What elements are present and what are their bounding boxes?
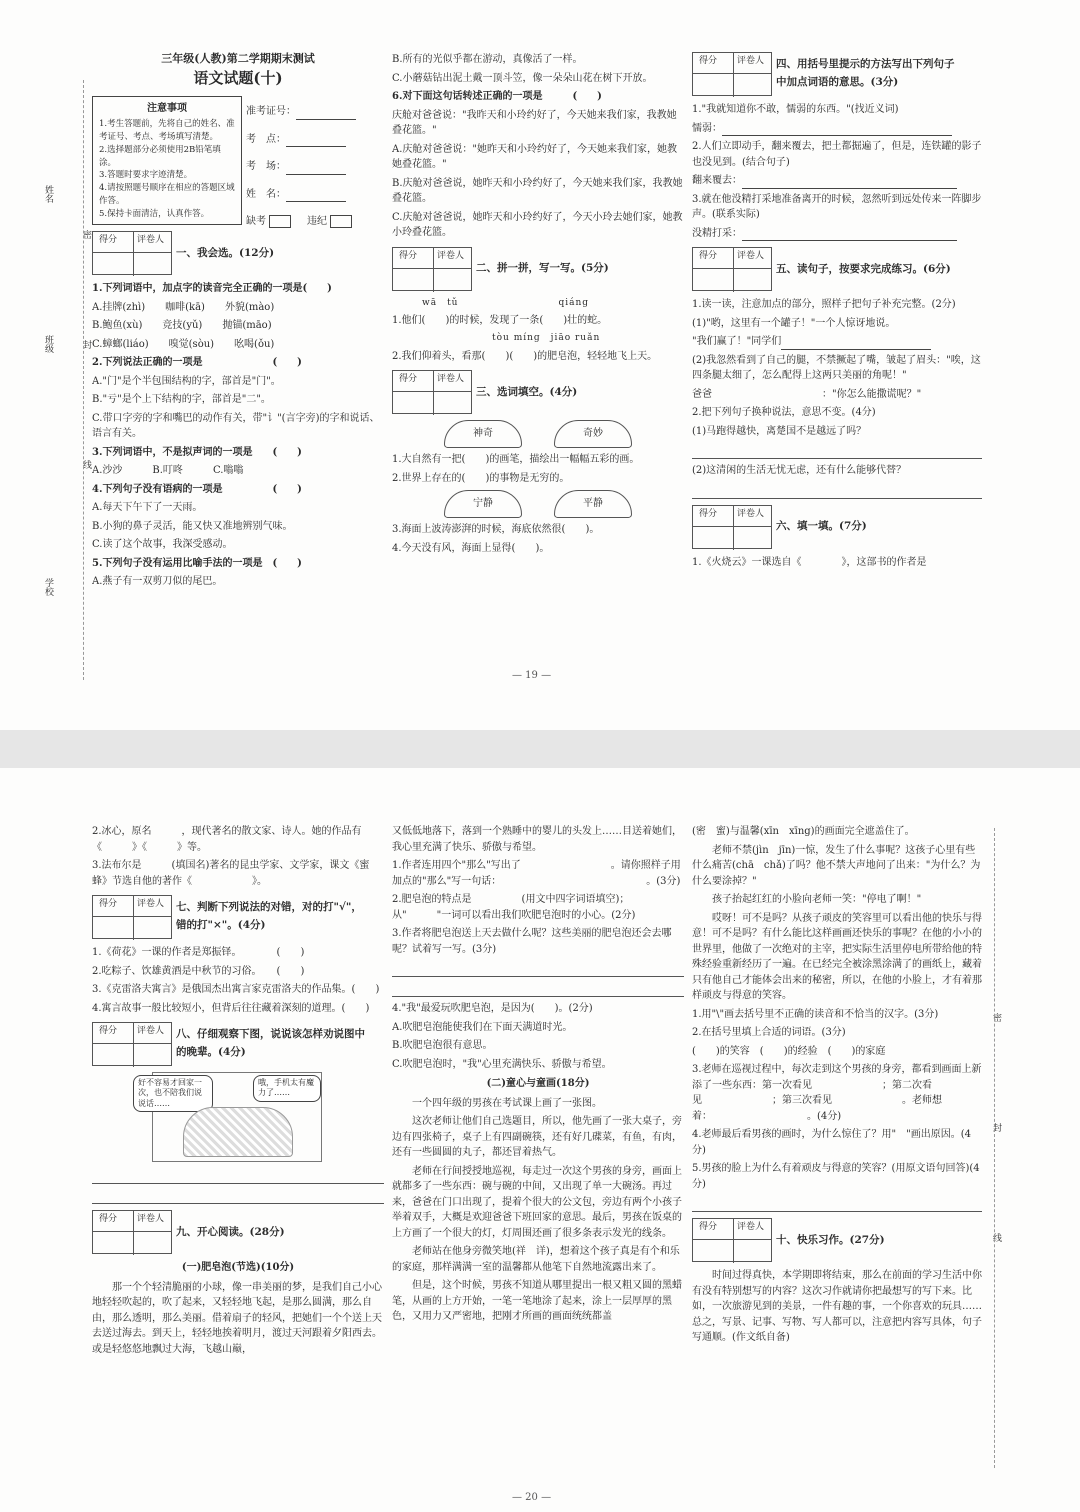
sidebar-mi-2: 密 [990,1013,1001,1022]
score-row-3 [392,370,684,414]
question: 3.作者将肥皂泡送上天去做什么呢？这些美丽的肥皂泡还会去哪呢？试着写一写。(3分) [392,928,672,955]
fill-line[interactable]: 2.冰心，原名 ，现代著名的散文家、诗人。她的作品有《 》《 》等。 [92,826,362,853]
writing-prompt: 时间过得真快，本学期即将结束，那么在前面的学习生活中你有没有特别想写的内容？这次习作就请你把最想写的写下来。比如，一次旅游见到的美景，一件有趣的事，一个你喜欢的玩具……总之，写景、记事、写物、写人都可以，注意把内容写具体，句子写通顺。(作文纸自备) [692,1270,982,1343]
notice-item: 3.答题时要求字迹清楚。 [99,170,193,181]
sidebar-school-label: 学校 [42,578,53,596]
section-1-title: 一、我会选。(12分) [176,247,275,260]
score-row-10 [692,1218,982,1262]
question: 2.人们立即动手，翻来覆去，把土都掘遍了，但是，连铁罐的影子也没见到。(结合句子) [692,141,982,168]
fill-line[interactable]: 1.《火烧云》一课选自《 》，这部书的作者是 [692,556,927,568]
sidebar-feng: 封 [80,340,91,349]
judge-item[interactable]: 3.《克雷洛夫寓言》是俄国杰出寓言家克雷洛夫的作品集。( ) [92,984,380,995]
column-2 [392,52,684,652]
notice-heading: 注意事项 [147,103,187,115]
reading-paragraph: 一个四年级的男孩在考试课上画了一张图。 [412,1097,602,1109]
id-field[interactable]: 准考证号： [246,104,376,120]
options-row: C.蟑螂(liáo) 嗅觉(sòu) 吆喝(ǒu) [92,338,275,350]
question: 2.下列说法正确的一项是 ( ) [92,357,302,369]
section-10-title: 十、快乐习作。(27分) [776,1233,885,1246]
reading-paragraph: (密 蜜)与温馨(xīn xīng)的画面完全遮盖住了。 [692,826,915,837]
score-row-5 [692,247,982,291]
fill-line[interactable]: 1.大自然有一把( )的画笔，描绘出一幅幅五彩的画。 [392,454,640,466]
page-20 [0,768,1080,1512]
question: 1."我就知道你不敢，懦弱的东西。"(找近义词) [692,104,899,115]
stem: 庆舱对爸爸说："我昨天和小玲约好了，今天她来我们家，我教她叠花篮。" [392,109,677,136]
question: 6.对下面这句话转述正确的一项是 ( ) [392,91,602,102]
option: A.吹肥皂泡能使我们在下面天满道时光。 [392,1021,573,1033]
pinyin: tòu míng jiāo ruǎn [492,332,601,343]
question: 1.读一读，注意加点的部分，照样子把句子补充完整。(2分) [692,299,956,310]
option: C.读了这个故事，我深受感动。 [92,539,233,551]
question[interactable]: 3.老师在巡视过程中，每次走到这个男孩的身旁，都看到画面上新添了一些东西：第一次看见 ；第二次看见 ；第三次看见 。老师想着： 。(4分) [692,1064,982,1122]
section-2-title: 二、拼一拼，写一写。(5分) [476,262,609,275]
reading-paragraph: 老师站在他身旁微笑地(祥 详)，想着这个孩子真是有个和乐的家庭，那样满满一室的温馨都从他笔下自然地流露出来了。 [392,1246,680,1273]
question: 5.下列句子没有运用比喻手法的一项是 ( ) [92,557,302,569]
column-5 [392,824,684,1494]
score-box: 得分 评卷人 [92,1022,172,1066]
stem: (2)我忽然看到了自己的腿，不禁撅起了嘴，皱起了眉头："唉，这四条腿太细了，怎么配得上这两只美丽的角呢！" [692,354,981,381]
answer-line[interactable]: 爸爸 ："你怎么能撒谎呢？" [692,388,922,400]
absence-fields[interactable]: 缺考 违纪 [246,214,376,230]
section-9-title: 九、开心阅读。(28分) [176,1225,285,1238]
option: A."门"是个半包围结构的字，部首是"门"。 [92,375,281,387]
answer-line[interactable] [392,961,684,977]
section-8-title: 八、仔细观察下图，说说该怎样劝说图中 的晚辈。(4分) [176,1028,365,1058]
seal-line [83,80,84,680]
sidebar-xian-2: 线 [990,1233,1001,1242]
score-row-9 [92,1210,384,1254]
score-box: 得分 评卷人 [692,505,772,549]
exam-title: 三年级(人教)第二学期期末测试 [161,52,315,65]
score-box: 得分 评卷人 [692,1218,772,1262]
fill-line[interactable]: 3.法布尔是 (填国名)著名的昆虫学家、文学家，课文《蜜蜂》节选自他的著作《 》。 [92,860,370,887]
word-fans: 宁静 平静 [392,490,684,518]
question: 2.把下列句子换种说法，意思不变。(4分) [692,407,876,418]
question: 4."我"最爱玩吹肥皂泡，是因为( )。(2分) [392,1003,593,1014]
question: 1.下列词语中，加点字的读音完全正确的一项是( ) [92,283,332,295]
score-row-7 [92,895,384,939]
options-row: B.鲍鱼(xù) 竞技(yǔ) 抛锚(māo) [92,320,272,332]
reading-paragraph: 但是，这个时候，男孩不知道从哪里提出一根又粗又圆的黑蜡笔，从画的上方开始，一笔一笔地涂了起来，涂上一层厚厚的黑色，又用力又严密地，把刚才所画的画面统统都盖 [392,1280,682,1322]
answer-line[interactable]: 懦弱： [692,121,982,137]
answer-line[interactable]: 没精打采： [692,226,982,242]
score-row-8 [92,1022,384,1066]
reading-2-title: (二)童心与童画(18分) [486,1078,590,1089]
answer-line[interactable] [692,1196,982,1212]
fill-line[interactable]: 1.他们( )的时候，发现了一条( )壮的蛇。 [392,315,608,327]
option: A.庆舱对爸爸说："她昨天和小玲约好了，今天她来我们家，她教她叠花篮。" [392,143,677,170]
score-box: 得分 评卷人 [92,231,172,275]
fill-line[interactable]: 2.我们仰着头，看那( )( )的肥皂泡，轻轻地飞上天。 [392,350,658,362]
answer-line[interactable] [92,1168,384,1184]
reading-paragraph: 孩子抬起红红的小脸向老师一笑："停电了啊！" [712,894,922,905]
option: C.小蘑菇钻出泥土戴一顶斗笠，像一朵朵山花在树下开放。 [392,72,653,84]
question: 2.在括号里填上合适的词语。(3分) [692,1027,846,1038]
exam-subtitle: 语文试题(十) [193,69,283,88]
judge-item[interactable]: 2.吃粽子、饮雄黄酒是中秋节的习俗。 ( ) [92,965,305,977]
score-box: 得分 评卷人 [392,370,472,414]
score-box: 得分 评卷人 [692,52,772,96]
question: 1.用"\"画去括号里不正确的读音和不恰当的汉字。(3分) [692,1008,939,1020]
option: A.每天下午下了一天雨。 [92,502,203,514]
column-3 [692,52,982,672]
sidebar-feng-2: 封 [990,1123,1001,1132]
fill-line[interactable]: 3.海面上波涛澎湃的时候，海底依然很( )。 [392,524,600,536]
speech-bubble: 好不容易才回家一次，也不陪我们说说话…… [133,1075,213,1112]
reading-paragraph: 哎呀！可不是吗？从孩子顽皮的笑容里可以看出他的快乐与得意！可不是吗？有什么能比这样画画还快乐的事呢？在他的小小的世界里，他做了一次绝对的主宰，把实际生活里停电所带给他的特殊经验重新经历了一遍。在已经完全被涂黑涂满了的画纸上，藏着只有他自己才能体会出来的秘密，所以，在他的小脸上，才有着那样顽皮与得意的笑容。 [692,912,982,1001]
options-row: A.挂牌(zhì) 咖啡(kā) 外貌(mào) [92,301,275,313]
score-row-6 [692,505,982,549]
reading-paragraph: 又低低地落下，落到一个熟睡中的婴儿的头发上……目送着她们，我心里充满了快乐、骄傲与希望。 [392,826,682,853]
reading-paragraph: 老师在行间授授地巡视，每走过一次这个男孩的身旁，画面上就都多了一些东西：碗与碗的中间，又出现了单一大碗汤。再过来，爸爸在门口出现了，提着个很大的公文包，旁边有两个小孩子举着双手，大概是欢迎爸爸下班回家的意思。最后，男孩在饭桌的上方画了一个很大的灯，灯周围还画了很多条表示发光的线条。 [392,1165,682,1239]
question: 4.下列句子没有语病的一项是 ( ) [92,483,302,495]
question: 3.就在他没精打采地准备离开的时候，忽然听到远处传来一阵脚步声。(联系实际) [692,193,982,220]
fill-line[interactable]: ( )的笑容 ( )的经验 ( )的家庭 [692,1045,886,1057]
sidebar-name-label: 姓名 [42,185,53,203]
question[interactable]: 1.作者连用四个"那么"写出了 。请你照样子用加点的"那么"写一句话： 。(3分) [392,860,681,887]
column-6 [692,824,982,1494]
answer-line[interactable] [92,1188,384,1204]
sidebar-xian: 线 [80,460,91,469]
section-6-title: 六、填一填。(7分) [776,520,867,533]
section-4-title: 四、用括号里提示的方法写出下列句子 中加点词语的意思。(3分) [776,58,955,88]
id-field[interactable]: 考 场： [246,159,376,175]
page-gap [0,730,1080,768]
fill-line[interactable]: 4.今天没有风，海面上显得( )。 [392,542,550,554]
stem: (1)马跑得越快，离楚国不是越远了吗？ [692,425,867,437]
score-box: 得分 评卷人 [392,247,472,291]
notice-item: 4.请按照题号顺序在相应的答题区域作答。 [99,183,235,206]
question: 4.老师最后看男孩的画时，为什么惊住了？用" "画出原因。(4分) [692,1129,972,1156]
score-box: 得分 评卷人 [92,895,172,939]
answer-line[interactable] [392,981,684,997]
speech-bubble: 哦，手机太有魔力了…… [253,1075,321,1102]
section-3-title: 三、选词填空。(4分) [476,386,578,399]
reading-paragraph: 这次老师让他们自己选题目，所以，他先画了一张大桌子，旁边有四张椅子，桌子上有四副碗筷，还有好几碟菜，有鱼，有肉，还有一些圆圆的丸子，都还冒着热气。 [392,1116,682,1158]
option: A.燕子有一双剪刀似的尾巴。 [92,576,223,588]
notice-box [92,96,242,225]
option: B.小狗的鼻子灵活，能又快又准地辨别气味。 [92,520,293,532]
option: B.庆舱对爸爸说，她昨天和小玲约好了，今天她来我们家，我教她叠花篮。 [392,177,683,204]
question[interactable]: 2.肥皂泡的特点是 (用文中四字词语填空)；从" "一词可以看出我们吹肥皂泡时的小心。(2分) [392,894,636,921]
notice-item: 1.考生答题前，先将自己的姓名、准考证号、考点、考场填写清楚。 [99,119,235,143]
pinyin: wā tǔ qiáng [422,297,590,308]
word-fans: 神奇 奇妙 [392,420,684,448]
option: C.庆舱对爸爸说，她昨天和小玲约好了，今天小玲去她们家，她教小玲叠花篮。 [392,211,683,238]
stem: (2)这清闲的生活无忧无虑，还有什么能够代替？ [692,465,907,476]
notice-item: 2.选择题部分必须使用2B铅笔填涂。 [99,144,221,168]
page-number: — 20 — [512,1492,552,1503]
answer-line[interactable]: "我们赢了！"同学们 [692,334,982,350]
answer-line[interactable] [692,443,982,459]
seal-line [994,828,995,1468]
question: 5.男孩的脸上为什么有着顽皮与得意的笑容？(用原文语句回答)(4分) [692,1163,980,1190]
section-7-title: 七、判断下列说法的对错，对的打"√"， 错的打"×"。(4分) [176,901,362,931]
question: 3.下列词语中，不是拟声词的一项是 ( ) [92,446,302,458]
fill-line[interactable]: 2.世界上存在的( )的事物是无穷的。 [392,472,570,484]
reading-paragraph: 那一个个轻清脆丽的小球，像一串美丽的梦，是我们自己小心地轻轻吹起的，吹了起来，又轻轻地飞起，是那么圆满，那么自由，那么透明，那么美丽。借着扇子的轻风，把她们一个个送上天去送过海去。到天上，轻轻地挨着明月，渡过天河跟着夕阳西去。或是轻悠悠地飘过大海，飞越山巅， [92,1281,382,1355]
score-row-4 [692,52,982,96]
option: C.吹肥皂泡时，"我"心里充满快乐、骄傲与希望。 [392,1058,612,1070]
id-field[interactable]: 姓 名： [246,187,376,203]
option: C.带口字旁的字和嘴巴的动作有关，带"讠"(言字旁)的字和说话、语言有关。 [92,412,380,440]
judge-item[interactable]: 1.《荷花》一课的作者是郑振铎。 ( ) [92,947,305,958]
sidebar-class-label: 班级 [42,335,53,353]
answer-line[interactable]: 翻来覆去： [692,173,982,189]
score-box: 得分 评卷人 [92,1210,172,1254]
options-row: A.沙沙 B.叮咚 C.嗡嗡 [92,465,244,477]
id-field[interactable]: 考 点： [246,132,376,148]
notice-item: 5.保持卡面清洁，认真作答。 [99,208,210,219]
reading-1-title: (一)肥皂泡(节选)(10分) [181,1262,295,1273]
section-5-title: 五、读句子，按要求完成练习。(6分) [776,262,951,275]
id-fields [246,104,376,242]
score-box: 得分 评卷人 [692,247,772,291]
stem: (1)"哟，这里有一个罐子！"一个人惊讶地说。 [692,317,896,329]
score-row-2 [392,247,684,291]
column-4 [92,824,384,1504]
judge-item[interactable]: 4.寓言故事一般比较短小，但背后往往藏着深刻的道理。( ) [92,1002,370,1014]
family-cartoon [138,1072,322,1162]
page-19 [0,0,1080,730]
reading-paragraph: 老师不禁(jìn jīn)一惊，发生了什么事呢？这孩子心里有些什么痛苦(chā chǎ)了吗？他不禁大声地问了出来："为什么？为什么要涂掉？" [692,844,981,887]
option: B."亏"是个上下结构的字，部首是"二"。 [92,394,271,406]
answer-line[interactable] [692,483,982,499]
option: B.所有的光似乎都在游动，真像活了一样。 [392,54,583,65]
page-number: — 19 — [512,670,552,681]
sidebar-mi: 密 [80,230,91,239]
cartoon-scene [183,1107,293,1157]
option: B.吹肥皂泡很有意思。 [392,1040,493,1051]
